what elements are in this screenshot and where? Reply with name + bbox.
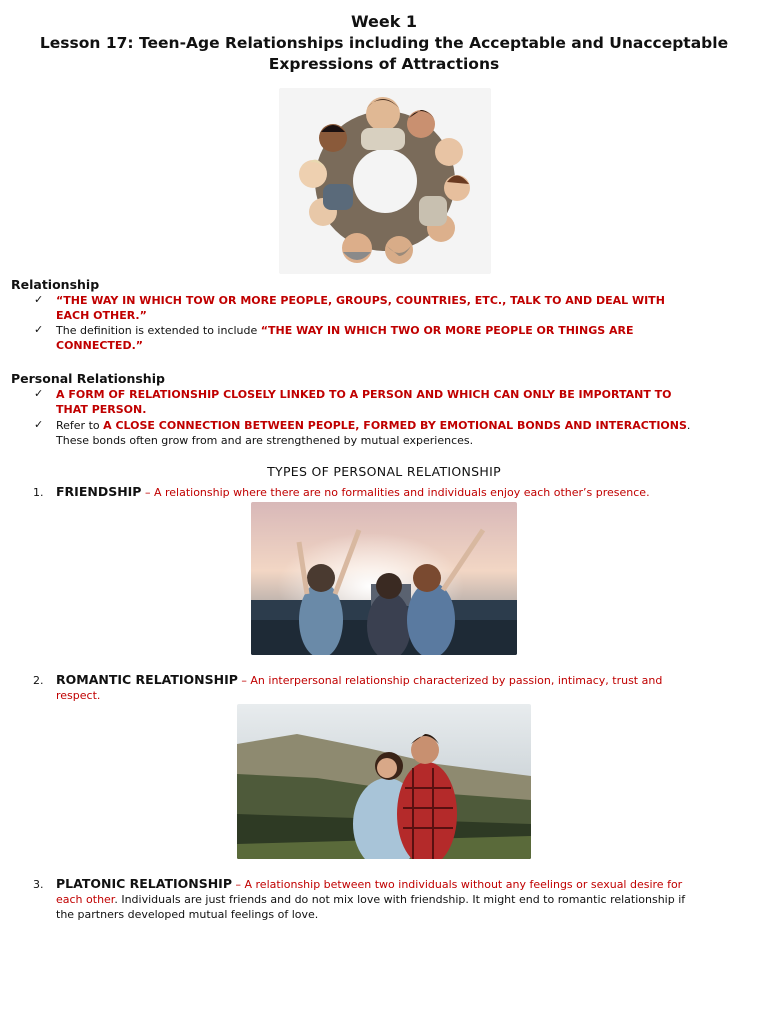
romantic-desc: An interpersonal relationship characterized by passion, intimacy, trust and — [250, 674, 663, 687]
personal-definition-2-bold: A CLOSE CONNECTION BETWEEN PEOPLE, FORMED BY EMOTIONAL BONDS AND INTERACTIONS — [103, 419, 687, 432]
romantic-dash: – — [237, 674, 251, 687]
platonic-name: PLATONIC RELATIONSHIP — [56, 876, 232, 891]
personal-definition-1-line2: THAT PERSON. — [56, 403, 147, 416]
romantic-item — [56, 672, 756, 703]
platonic-desc: A relationship between two individuals without any feelings or sexual desire for — [244, 878, 683, 891]
definition-1-line1: “THE WAY IN WHICH TOW OR MORE PEOPLE, GROUPS, COUNTRIES, ETC., TALK TO AND DEAL WITH — [56, 294, 665, 307]
friendship-name: FRIENDSHIP — [56, 484, 142, 499]
personal-definition-2-prefix: Refer to — [56, 419, 104, 432]
friendship-desc: A relationship where there are no formalities and individuals enjoy each other’s presence. — [153, 486, 650, 499]
romantic-name: ROMANTIC RELATIONSHIP — [56, 672, 238, 687]
definition-1-line2: EACH OTHER.” — [56, 309, 147, 322]
relationship-heading: Relationship — [11, 277, 100, 292]
lesson-title — [30, 33, 738, 75]
definition-2-quote: “THE WAY IN WHICH TWO OR MORE PEOPLE OR THINGS ARE — [260, 324, 634, 337]
check-icon: ✓ — [34, 387, 44, 400]
check-icon: ✓ — [34, 293, 44, 306]
types-heading: TYPES OF PERSONAL RELATIONSHIP — [267, 464, 501, 479]
relationship-definition-2 — [56, 323, 756, 353]
friendship-item — [56, 484, 756, 500]
relationship-definition-1 — [56, 293, 756, 323]
friendship-dash: – — [141, 486, 154, 499]
personal-relationship-heading: Personal Relationship — [11, 371, 165, 386]
couple-hug-photo — [237, 704, 531, 859]
list-number: 3. — [33, 878, 44, 891]
check-icon: ✓ — [34, 323, 44, 336]
personal-definition-2-suffix: . — [686, 419, 691, 432]
platonic-desc-line2: . Individuals are just friends and do not mix love with friendship. It might end to romantic relationship if — [114, 893, 686, 906]
week-heading: Week 1 — [350, 12, 418, 31]
personal-definition-2 — [56, 418, 756, 448]
platonic-desc-line3: the partners developed mutual feelings of love. — [56, 908, 319, 921]
lesson-title-line2: Expressions of Attractions — [268, 55, 500, 73]
lesson-title-line1: Lesson 17: Teen-Age Relationships including the Acceptable and Unacceptable — [39, 34, 729, 52]
list-number: 1. — [33, 486, 44, 499]
list-number: 2. — [33, 674, 44, 687]
platonic-item — [56, 876, 756, 922]
platonic-desc-line2-red: each other — [56, 893, 115, 906]
platonic-dash: – — [232, 878, 245, 891]
friends-sunset-photo — [251, 502, 517, 655]
definition-2-line2: CONNECTED.” — [56, 339, 143, 352]
personal-definition-1 — [56, 387, 756, 417]
definition-2-prefix: The definition is extended to include — [56, 324, 261, 337]
personal-definition-1-line1: A FORM OF RELATIONSHIP CLOSELY LINKED TO A PERSON AND WHICH CAN ONLY BE IMPORTANT TO — [56, 388, 672, 401]
check-icon: ✓ — [34, 418, 44, 431]
circle-of-people-photo — [279, 88, 491, 274]
romantic-desc-line2: respect. — [56, 689, 101, 702]
personal-definition-2-line2: These bonds often grow from and are strengthened by mutual experiences. — [56, 434, 474, 447]
